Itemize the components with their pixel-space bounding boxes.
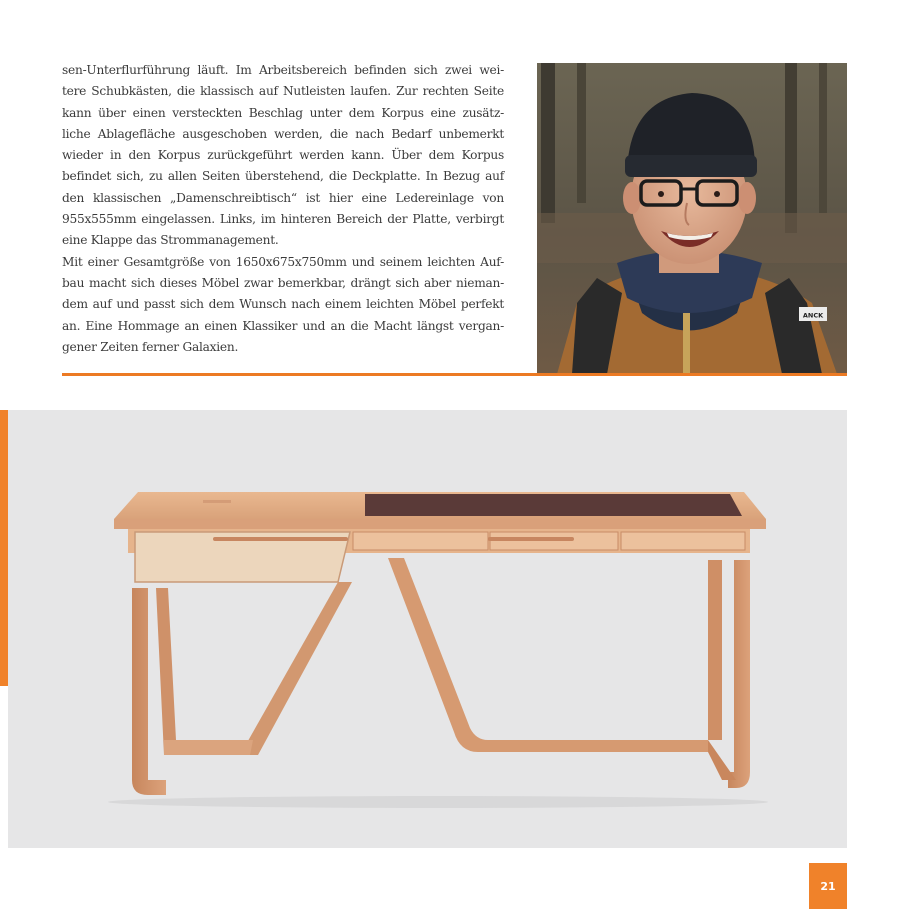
text-line: den klassischen „Damenschreibtisch“ ist hier eine Ledereinlage von: [62, 190, 504, 205]
page-number-badge: [809, 863, 847, 909]
page-number: 21: [820, 879, 836, 893]
text-line: kann über einen versteckten Beschlag unter dem Korpus eine zusätz-: [62, 105, 504, 120]
designer-portrait-photo: [537, 63, 847, 374]
article-text: [62, 60, 504, 358]
accent-side-bar: [0, 410, 8, 686]
backpack-label: ANCK: [802, 311, 824, 320]
desk-product-photo: [8, 410, 847, 848]
text-line: liche Ablagefläche ausgeschoben werden, die nach Bedarf unbemerkt: [62, 126, 504, 141]
paragraph-2: [62, 252, 504, 358]
text-line: befindet sich, zu allen Seiten überstehend, die Deckplatte. In Bezug auf: [62, 169, 504, 184]
text-line: eine Klappe das Strommanagement.: [62, 233, 279, 248]
text-line: Mit einer Gesamtgröße von 1650x675x750mm und seinem leichten Auf-: [62, 254, 504, 269]
text-line: sen-Unterflurführung läuft. Im Arbeitsbereich befinden sich zwei wei-: [62, 63, 504, 77]
section-divider: [62, 373, 847, 376]
desk-illustration: [8, 410, 847, 848]
text-line: gener Zeiten ferner Galaxien.: [62, 339, 239, 354]
text-line: tere Schubkästen, die klassisch auf Nutleisten laufen. Zur rechten Seite: [62, 84, 504, 99]
text-line: an. Eine Hommage an einen Klassiker und an die Macht längst vergan-: [62, 318, 504, 333]
text-line: wieder in den Korpus zurückgeführt werden kann. Über dem Korpus: [62, 148, 504, 163]
paragraph-1: [62, 60, 504, 252]
portrait-illustration: [537, 63, 847, 374]
text-line: bau macht sich dieses Möbel zwar bemerkbar, drängt sich aber nieman-: [62, 275, 504, 290]
text-line: 955x555mm eingelassen. Links, im hinteren Bereich der Platte, verbirgt: [62, 212, 504, 227]
text-line: dem auf und passt sich dem Wunsch nach einem leichten Möbel perfekt: [62, 297, 504, 312]
